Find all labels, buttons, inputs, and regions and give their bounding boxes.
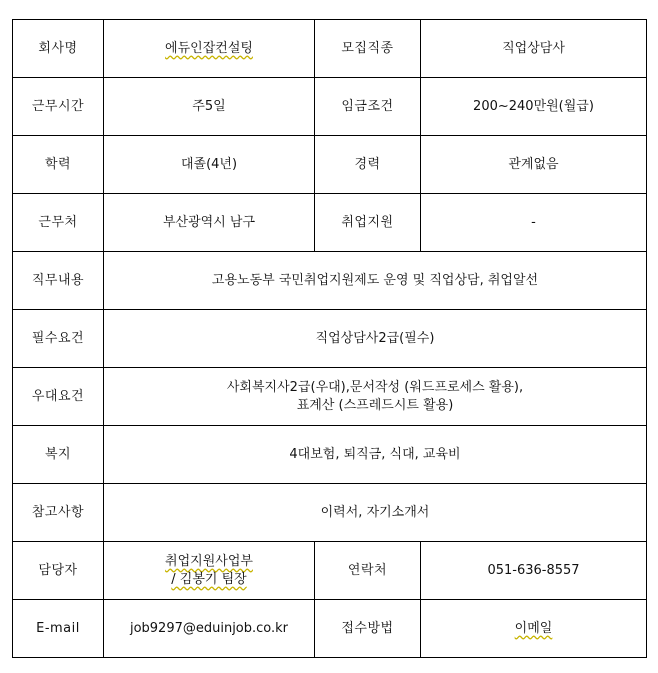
support-label: 취업지원	[315, 194, 421, 252]
table-row-location	[13, 194, 647, 252]
manager-name: / 김봉기 팀장	[171, 571, 247, 587]
required-label: 필수요건	[13, 310, 104, 368]
company-name: 에듀인잡컨설팅	[165, 40, 253, 56]
table-row-notes	[13, 484, 647, 542]
apply-method-value: 이메일	[421, 600, 647, 658]
company-value	[104, 20, 315, 78]
company-label: 회사명	[13, 20, 104, 78]
phone-label: 연락처	[315, 542, 421, 600]
salary-value: 200~240만원(월급)	[421, 78, 647, 136]
manager-label: 담당자	[13, 542, 104, 600]
welfare-value: 4대보험, 퇴직금, 식대, 교육비	[104, 426, 647, 484]
table-row-hours	[13, 78, 647, 136]
table-row-welfare	[13, 426, 647, 484]
education-value: 대졸(4년)	[104, 136, 315, 194]
email-label: E-mail	[13, 600, 104, 658]
table-row-required	[13, 310, 647, 368]
manager-dept: 취업지원사업부	[165, 553, 253, 569]
experience-value: 관계없음	[421, 136, 647, 194]
preferred-line-1: 사회복지사2급(우대),문서작성 (워드프로세스 활용),	[226, 379, 524, 395]
phone-value: 051-636-8557	[421, 542, 647, 600]
job-type-value: 직업상담사	[421, 20, 647, 78]
table-row-contact	[13, 542, 647, 600]
preferred-line-2: 표계산 (스프레드시트 활용)	[296, 397, 454, 413]
job-type-label: 모집직종	[315, 20, 421, 78]
location-value: 부산광역시 남구	[104, 194, 315, 252]
table-row-company	[13, 20, 647, 78]
email-value: job9297@eduinjob.co.kr	[104, 600, 315, 658]
required-value: 직업상담사2급(필수)	[104, 310, 647, 368]
manager-value	[104, 542, 315, 600]
support-value: -	[421, 194, 647, 252]
experience-label: 경력	[315, 136, 421, 194]
hours-label: 근무시간	[13, 78, 104, 136]
table-row-duties	[13, 252, 647, 310]
duties-value: 고용노동부 국민취업지원제도 운영 및 직업상담, 취업알선	[104, 252, 647, 310]
job-posting-table	[12, 19, 647, 658]
apply-method-label: 접수방법	[315, 600, 421, 658]
table-row-email	[13, 600, 647, 658]
preferred-label: 우대요건	[13, 368, 104, 426]
education-label: 학력	[13, 136, 104, 194]
notes-label: 참고사항	[13, 484, 104, 542]
welfare-label: 복지	[13, 426, 104, 484]
table-row-education	[13, 136, 647, 194]
notes-value: 이력서, 자기소개서	[104, 484, 647, 542]
table-row-preferred	[13, 368, 647, 426]
salary-label: 임금조건	[315, 78, 421, 136]
location-label: 근무처	[13, 194, 104, 252]
hours-value: 주5일	[104, 78, 315, 136]
duties-label: 직무내용	[13, 252, 104, 310]
preferred-value	[104, 368, 647, 426]
